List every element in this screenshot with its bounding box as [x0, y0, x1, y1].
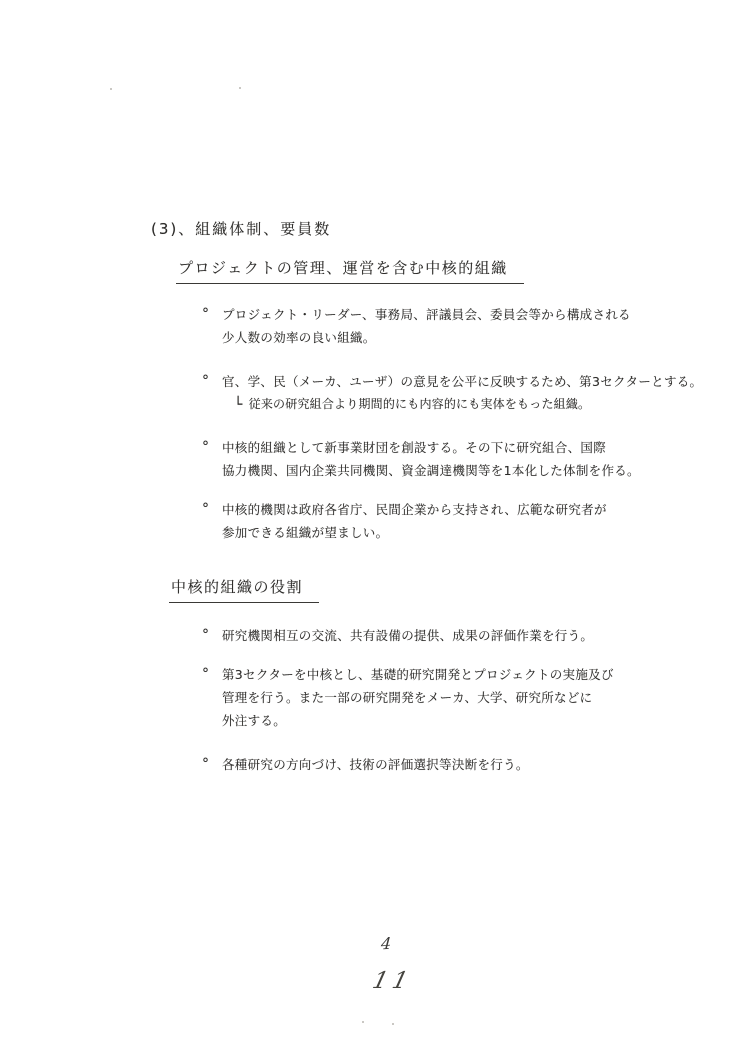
heading-core-organization-role: 中核的組織の役割 — [169, 576, 319, 603]
page-number: 4 — [380, 933, 392, 954]
bullet-text-line: 管理を行う。また一部の研究開発をメーカ、大学、研究所などに — [222, 690, 593, 705]
sub-bullet — [222, 393, 702, 415]
bullet-item — [202, 370, 702, 415]
l-bracket-marker: └ — [234, 397, 243, 413]
bullet-text-line: 官、学、民（メーカ、ユーザ）の意見を公平に反映するため、第3セクターとする。 — [222, 374, 703, 389]
scan-speck — [110, 88, 112, 90]
bullet-item — [202, 303, 631, 349]
bullet-marker: ° — [202, 439, 209, 455]
bullet-item — [202, 663, 614, 732]
bullet-item — [202, 624, 593, 647]
bullet-text-line: 中核的機関は政府各省庁、民間企業から支持され、広範な研究者が — [222, 502, 607, 517]
bullet-item — [202, 498, 607, 544]
bullet-item — [202, 436, 640, 482]
bullet-text-line: 協力機関、国内企業共同機関、資金調達機関等を1本化した体制を作る。 — [222, 463, 640, 478]
handwritten-page-number: 11 — [369, 968, 416, 994]
bullet-marker: ° — [202, 756, 209, 772]
bullet-text-line: プロジェクト・リーダー、事務局、評議員会、委員会等から構成される — [222, 307, 631, 322]
section-title: (3)、組織体制、要員数 — [151, 220, 332, 238]
bullet-marker: ° — [202, 501, 209, 517]
heading-core-organization: プロジェクトの管理、運営を含む中核的組織 — [176, 257, 524, 284]
bullet-marker: ° — [202, 373, 209, 389]
bullet-text-line: 第3セクターを中核とし、基礎的研究開発とプロジェクトの実施及び — [222, 667, 614, 682]
bullet-text-line: 中核的組織として新事業財団を創設する。その下に研究組合、国際 — [222, 440, 607, 455]
scan-speck — [239, 87, 241, 89]
sub-bullet-text: 従来の研究組合より期間的にも内容的にも実体をもった組織。 — [248, 397, 591, 411]
bullet-text-line: 参加できる組織が望ましい。 — [222, 525, 389, 540]
bullet-marker: ° — [202, 666, 209, 682]
bullet-item — [202, 753, 529, 776]
bullet-text-line: 外注する。 — [222, 713, 287, 728]
bullet-text-line: 少人数の効率の良い組織。 — [222, 330, 376, 345]
scan-speck — [362, 1021, 364, 1023]
bullet-marker: ° — [202, 306, 209, 322]
bullet-text-line: 各種研究の方向づけ、技術の評価選択等決断を行う。 — [222, 757, 529, 772]
bullet-marker: ° — [202, 627, 209, 643]
bullet-text-line: 研究機関相互の交流、共有設備の提供、成果の評価作業を行う。 — [222, 628, 594, 643]
scan-speck — [392, 1023, 394, 1025]
